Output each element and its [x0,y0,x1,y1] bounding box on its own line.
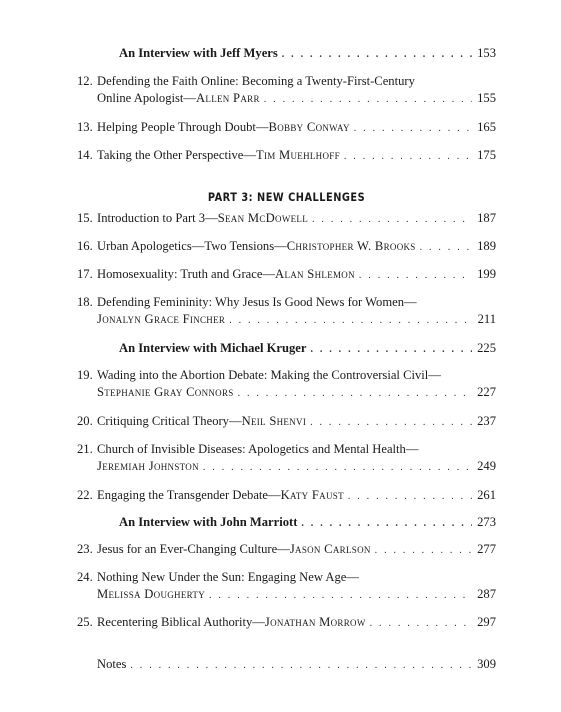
leader-dots [238,385,472,402]
leader-dots [348,488,472,505]
entry-title: Homosexuality: Truth and Grace— [97,267,276,281]
toc-entry [77,294,496,329]
entry-author: Alan Shlemon [275,267,355,281]
page-number: 237 [477,414,496,428]
toc-entry [77,45,496,63]
entry-author: Jason Carlson [289,542,371,556]
entry-title-continued: Online Apologist— [97,91,197,105]
entry-title: Urban Apologetics—Two Tensions— [97,239,287,253]
entry-title: Defending Femininity: Why Jesus Is Good News for Women— [97,295,417,309]
page-number: 211 [477,312,496,326]
entry-title: Engaging the Transgender Debate— [97,488,281,502]
entry-author: Jonalyn Grace Fincher [97,312,226,326]
chapter-number: 24. [77,570,93,584]
leader-dots [375,542,472,559]
leader-dots [370,615,472,632]
entry-title: Jesus for an Ever-Changing Culture— [97,542,290,556]
page-number: 249 [477,459,496,473]
toc-entry [77,441,496,476]
page-number: 165 [477,120,496,134]
entry-author: Tim Muehlhoff [255,148,340,162]
page-number: 287 [477,587,496,601]
toc-entry [77,147,496,165]
entry-title: Defending the Faith Online: Becoming a Twenty-First-Century [97,74,415,88]
leader-dots [301,515,472,532]
chapter-number: 16. [77,239,93,253]
chapter-number: 23. [77,542,93,556]
entry-title: Notes [97,657,127,671]
entry-title: Critiquing Critical Theory— [97,414,242,428]
page-number: 199 [477,267,496,281]
page-number: 187 [477,211,496,225]
leader-dots [359,267,472,284]
chapter-number: 13. [77,120,93,134]
leader-dots [310,341,472,358]
entry-title: Recentering Biblical Authority— [97,615,265,629]
page-number: 189 [477,239,496,253]
entry-author: Melissa Dougherty [97,587,205,601]
entry-author: Christopher W. Brooks [286,239,416,253]
page-number: 309 [477,657,496,671]
toc-entry [77,514,496,532]
chapter-number: 15. [77,211,93,225]
entry-author: Jonathan Morrow [264,615,366,629]
toc-entry [77,541,496,559]
leader-dots [310,414,472,431]
page-number: 155 [477,91,496,105]
toc-entry-notes [77,656,496,674]
chapter-number: 14. [77,148,93,162]
entry-author: Katy Faust [280,488,344,502]
toc-entry [77,238,496,256]
toc-entry [77,340,496,358]
toc-entry [77,614,496,632]
entry-title: Nothing New Under the Sun: Engaging New Age— [97,570,359,584]
chapter-number: 22. [77,488,93,502]
toc-entry [77,569,496,604]
leader-dots [229,312,472,329]
chapter-number: 21. [77,442,93,456]
page-number: 297 [477,615,496,629]
entry-title: Church of Invisible Diseases: Apologetics and Mental Health— [97,442,419,456]
entry-author: Allen Parr [196,91,260,105]
leader-dots [420,239,472,256]
leader-dots [354,120,472,137]
page-number: 227 [477,385,496,399]
chapter-number: 20. [77,414,93,428]
toc-entry [77,119,496,137]
entry-title: An Interview with John Marriott [119,515,298,529]
toc-entry [77,487,496,505]
leader-dots [203,459,472,476]
leader-dots [209,587,472,604]
chapter-number: 12. [77,74,93,88]
toc-entry [77,413,496,431]
chapter-number: 25. [77,615,93,629]
page-number: 261 [477,488,496,502]
toc-entry [77,73,496,108]
entry-title: An Interview with Michael Kruger [119,341,307,355]
entry-title: An Interview with Jeff Myers [119,46,278,60]
entry-title: Helping People Through Doubt— [97,120,269,134]
entry-author: Neil Shenvi [241,414,307,428]
page-number: 225 [477,341,496,355]
part-heading: PART 3: NEW CHALLENGES [207,190,366,204]
page-number: 153 [477,46,496,60]
entry-author: Sean McDowell [217,211,309,225]
leader-dots [312,211,472,228]
toc-entry [77,266,496,284]
entry-author: Bobby Conway [268,120,350,134]
chapter-number: 18. [77,295,93,309]
leader-dots [130,657,472,674]
toc-entry [77,210,496,228]
page-number: 277 [477,542,496,556]
page-number: 175 [477,148,496,162]
leader-dots [264,91,472,108]
entry-title: Taking the Other Perspective— [97,148,256,162]
page-number: 273 [477,515,496,529]
leader-dots [344,148,472,165]
chapter-number: 17. [77,267,93,281]
leader-dots [282,46,472,63]
toc-entry [77,367,496,402]
entry-title: Wading into the Abortion Debate: Making the Controversial Civil— [97,368,441,382]
entry-title: Introduction to Part 3— [97,211,218,225]
entry-author: Jeremiah Johnston [97,459,199,473]
entry-author: Stephanie Gray Connors [97,385,234,399]
chapter-number: 19. [77,368,93,382]
